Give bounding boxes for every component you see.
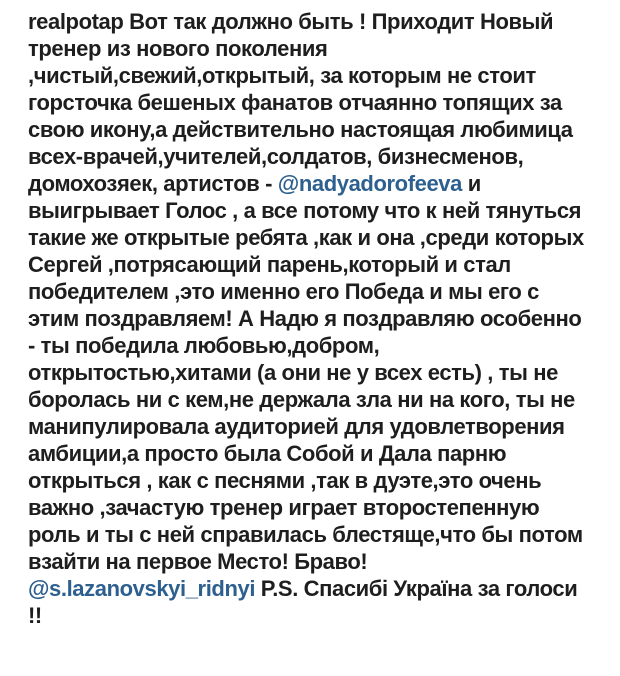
comment-text	[28, 8, 594, 629]
comment-body-part-3: P.S. Спасибі Україна за голоси !!	[28, 576, 578, 628]
mention-s-lazanovskyi-ridnyi[interactable]: @s.lazanovskyi_ridnyi	[28, 576, 256, 601]
username-link[interactable]: realpotap	[28, 9, 124, 34]
comment-body-part-1: Вот так должно быть ! Приходит Новый тренер из нового поколения ,чистый,свежий,открытый, за которым не стоит горсточка бешеных фанатов отчаянно топящих за свою икону,а действительно настоящая любимица всех-врачей,учителей,солдатов, бизнесменов, домохозяек, артистов -	[28, 9, 573, 196]
comment-body-part-2: и выигрывает Голос , а все потому что к ней тянуться такие же открытые ребята ,как и она ,среди которых Сергей ,потрясающий парень,который и стал победителем ,это именно его Победа и мы его с этим поздравляем! А Надю я поздравляю особенно - ты победила любовью,добром, открытостью,хитами (а они не у всех есть) , ты не боролась ни с кем,не держала зла ни на кого, ты не манипулировала аудиторией для удовлетворения амбиции,а просто была Собой и Дала парню открыться , как с песнями ,так в дуэте,это очень важно ,зачастую тренер играет второстепенную роль и ты с ней справилась блестяще,что бы потом взайти на первое Место! Браво!	[28, 171, 584, 574]
mention-nadyadorofeeva[interactable]: @nadyadorofeeva	[277, 171, 462, 196]
